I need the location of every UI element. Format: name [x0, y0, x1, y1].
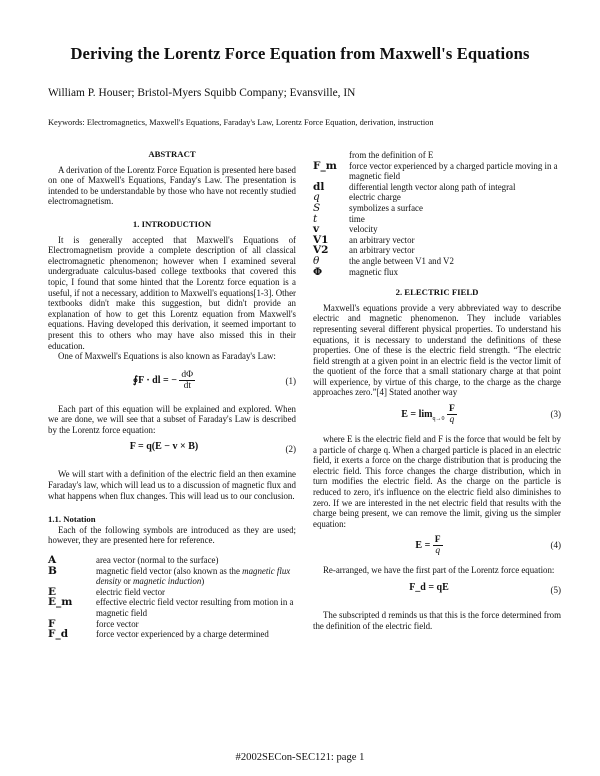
- symbol: dl: [313, 180, 325, 193]
- eq3-limit-sub: q→0: [432, 415, 445, 422]
- keywords-line: Keywords: Electromagnetics, Maxwell's Equations, Faraday's Law, Lorentz Force Equation, derivation, instruction: [48, 118, 434, 127]
- symbol: t: [313, 212, 318, 225]
- eq2-text: F = q(E − v × B): [129, 441, 199, 453]
- eq1-fraction: [179, 370, 195, 391]
- intro-paragraph-4: We will start with a definition of the electric field an then examine Faraday's law, which will lead us to a discussion of magnetic flux and what happens when flux changes. This will lead us to our conclusion.: [48, 469, 296, 501]
- notation-item: [48, 555, 296, 566]
- intro-paragraph-2: One of Maxwell's Equations is also known as Faraday's Law:: [58, 351, 276, 362]
- eq4-numerator: F: [434, 535, 441, 546]
- eq1-denominator: dt: [183, 380, 191, 391]
- symbol-description: differential length vector along path of integral: [349, 181, 516, 192]
- notation-item: [48, 587, 296, 598]
- symbol-description: symbolizes a surface: [349, 202, 423, 213]
- author-line: William P. Houser; Bristol-Myers Squibb Company; Evansville, IN: [48, 87, 356, 99]
- notation-item: [313, 256, 561, 267]
- equation-2: [48, 442, 296, 462]
- notation-list-left: [48, 555, 296, 640]
- symbol: E: [48, 585, 57, 598]
- notation-item: [313, 245, 561, 256]
- intro-paragraph-3: Each part of this equation will be explained and explored. When we are done, we will see that a subset of Faraday's Law is described by the Lorentz force equation:: [48, 403, 296, 435]
- notation-item: [313, 214, 561, 225]
- symbol-description: effective electric field vector resulting from motion in a magnetic field: [96, 597, 294, 618]
- eq4-number: (4): [550, 540, 561, 551]
- abstract-text: A derivation of the Lorentz Force Equation is presented here based on one of Maxwell's Equations, Fanday's Law. The presentation is intended to be understandable by those who have not recently studied electromagnetism.: [48, 164, 296, 207]
- notation-item: [313, 161, 561, 182]
- abstract-heading: ABSTRACT: [148, 149, 196, 159]
- paper-title: Deriving the Lorentz Force Equation from Maxwell's Equations: [70, 44, 530, 63]
- eq3-lhs: E = lim: [401, 408, 433, 420]
- symbol-description: force vector experienced by a charged particle moving in a magnetic field: [349, 160, 558, 182]
- notation-item: [48, 619, 296, 630]
- electric-field-paragraph-1: Maxwell's equations provide a very abbreviated way to describe electric and magnetic phenomenon. They include variables representing several different physical properties. To understand his equations, it is necessary to understand the definitions of these properties. One of these is the electric field strength. “The electric field strength at a given point in an electric field is the vector limit of the quotient of the force that a small stationary charge at that point will experience, by virtue of this charge, to the charge as the charge approaches zero.”[4] Stated another way: [313, 302, 561, 398]
- notation-item: [313, 203, 561, 214]
- symbol-description: electric charge: [349, 192, 401, 203]
- eq1-numerator: dΦ: [181, 369, 194, 380]
- eq1-number: (1): [285, 375, 296, 386]
- symbol: F_m: [313, 159, 337, 172]
- electric-field-paragraph-2: where E is the electric field and F is the force that would be felt by a particle of charge q. When a charged particle is placed in an electric field, it exerts a force on the charge distribution that is producing the electric field. This force changes the charge distribution, which in turn modifies the electric field. As the charge on the particle is reduced to zero, it's influence on the electric field also diminishes to zero. If we are interested in the net electric field that results with the charge being present, we can remove the limit, giving us the simpler equation:: [313, 434, 561, 529]
- symbol-description: area vector (normal to the surface): [96, 555, 219, 566]
- eq3-denominator: q: [449, 415, 455, 426]
- page-footer: #2002SECon-SEC121: page 1: [235, 752, 365, 763]
- symbol-description: an arbitrary vector: [349, 234, 415, 245]
- notation-intro: Each of the following symbols are introduced as they are used; however, they are presented here for reference.: [48, 524, 296, 546]
- eq5-text: F_d = qE: [409, 582, 449, 593]
- eq5-number: (5): [550, 585, 561, 595]
- symbol: v: [313, 223, 320, 236]
- eq2-number: (2): [285, 444, 296, 455]
- equation-1: [48, 370, 296, 396]
- eq4-fraction: [433, 535, 443, 556]
- symbol: B: [48, 564, 57, 577]
- symbol: F: [48, 617, 56, 630]
- symbol-description: magnetic field vector (also known as the magnetic flux density or magnetic induction): [96, 565, 291, 587]
- equation-4: [313, 535, 561, 559]
- notation-item: [313, 224, 561, 235]
- eq4-denominator: q: [435, 546, 441, 557]
- introduction-heading: 1. INTRODUCTION: [132, 218, 212, 229]
- notation-item: [48, 566, 296, 587]
- symbol: F_d: [48, 628, 69, 641]
- symbol-description: velocity: [349, 224, 378, 235]
- notation-item: [48, 629, 296, 640]
- symbol-description-continued: from the definition of E: [349, 150, 434, 160]
- symbol-description: force vector experienced by a charge determined: [96, 629, 269, 640]
- symbol: V1: [313, 233, 329, 246]
- notation-item-continued: [313, 150, 561, 161]
- symbol: Φ: [313, 265, 323, 278]
- notation-item: [48, 597, 296, 618]
- symbol-description: an arbitrary vector: [349, 245, 415, 256]
- right-column: [313, 150, 561, 631]
- equation-5: [313, 583, 561, 603]
- electric-field-paragraph-4: The subscripted d reminds us that this is the force determined from the definition of the electric field.: [313, 610, 561, 631]
- symbol: E_m: [48, 596, 73, 609]
- symbol-description: time: [349, 213, 365, 224]
- symbol-description: magnetic flux: [349, 266, 399, 277]
- electric-field-heading: 2. ELECTRIC FIELD: [395, 287, 479, 298]
- eq3-numerator: F: [448, 404, 455, 415]
- symbol: θ: [313, 254, 320, 267]
- notation-item: [313, 192, 561, 203]
- electric-field-paragraph-3: Re-arranged, we have the first part of the Lorentz force equation:: [323, 565, 555, 576]
- eq3-fraction: [447, 404, 457, 425]
- notation-item: [313, 235, 561, 246]
- symbol: V2: [313, 244, 329, 257]
- symbol: q: [313, 191, 320, 204]
- symbol-description: the angle between V1 and V2: [349, 255, 454, 266]
- symbol-description: electric field vector: [96, 586, 165, 597]
- eq3-number: (3): [550, 409, 561, 420]
- notation-item: [313, 182, 561, 193]
- symbol: A: [48, 554, 57, 567]
- notation-list-right: [313, 150, 561, 277]
- eq1-lhs: ∮F · dl = −: [132, 374, 177, 386]
- notation-heading: 1.1. Notation: [48, 514, 96, 525]
- symbol: S: [313, 201, 321, 214]
- left-column: [48, 149, 296, 640]
- intro-paragraph-1: It is generally accepted that Maxwell's Equations of Electromagnetism provide a complete description of all classical electromagnetic phenomenon; however when I examined several undergraduate calculus-based college textbooks that covered this topic, I found that some hinted that the Lorentz force equation is a useful, if not a necessary, addition to Maxwell's equations[1-3]. Other textbooks didn't make this suggestion, but didn't provide an explanation of how to get this Lorentz equation from Maxwell's equations. Having developed this derivation, it seemed important to present this to others who may have also missed this in their education.: [48, 234, 296, 351]
- eq4-lhs: E =: [415, 540, 431, 552]
- notation-item: [313, 267, 561, 278]
- equation-3: [313, 404, 561, 428]
- symbol-description: force vector: [96, 618, 139, 629]
